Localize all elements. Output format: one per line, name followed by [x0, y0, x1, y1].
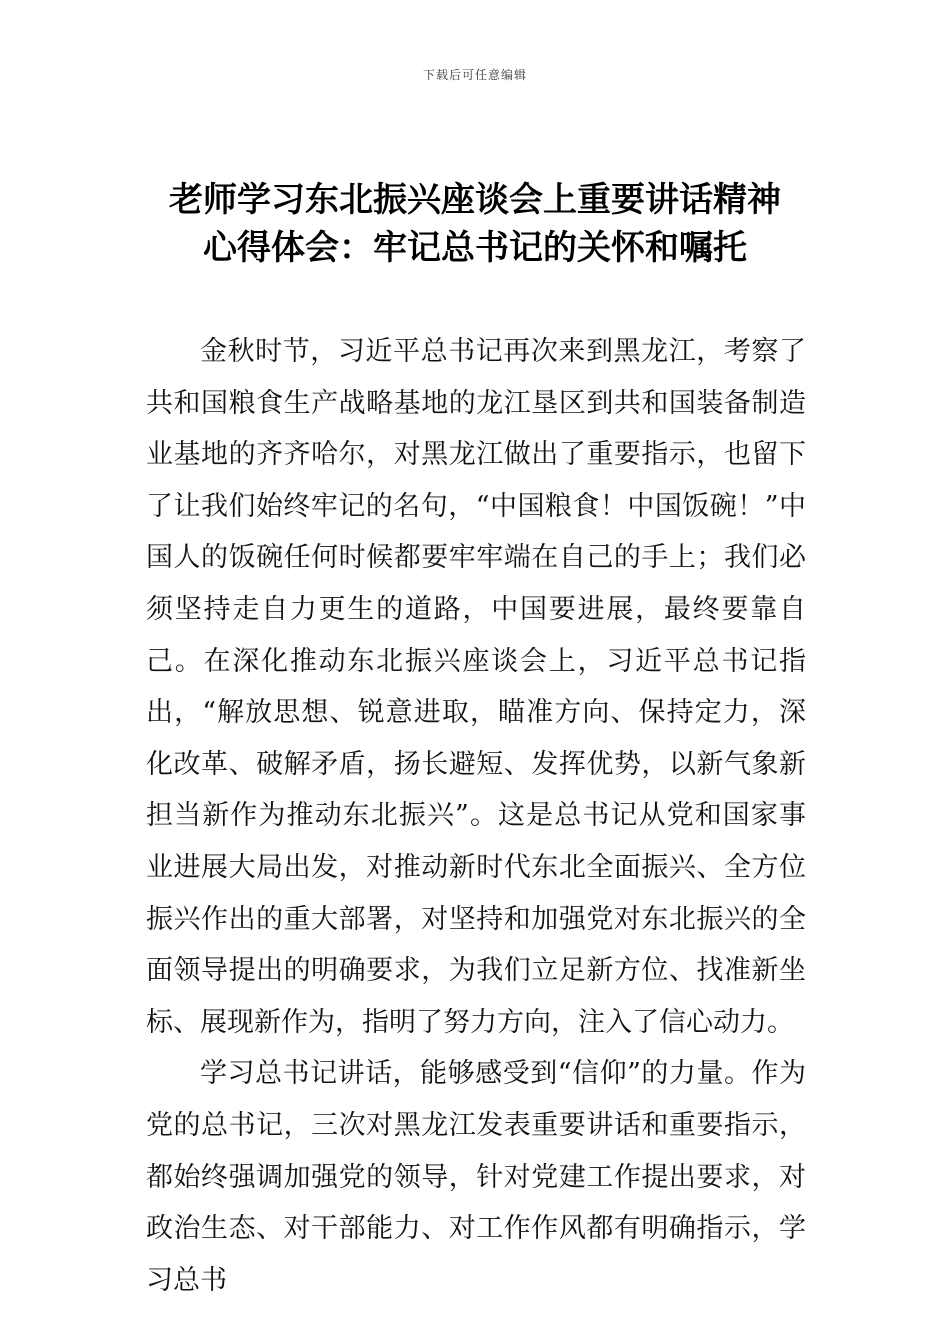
- document-body: [146, 326, 806, 1306]
- document-title: [140, 176, 810, 272]
- title-line-1: 老师学习东北振兴座谈会上重要讲话精神: [169, 180, 781, 220]
- header-note: 下载后可任意编辑: [422, 68, 527, 82]
- title-line-2: 心得体会：牢记总书记的关怀和嘱托: [203, 228, 747, 268]
- paragraph-1: 金秋时节，习近平总书记再次来到黑龙江，考察了共和国粮食生产战略基地的龙江垦区到共和国装备制造业基地的齐齐哈尔，对黑龙江做出了重要指示，也留下了让我们始终牢记的名句，“中国粮食！中国饭碗！”中国人的饭碗任何时候都要牢牢端在自己的手上；我们必须坚持走自力更生的道路，中国要进展，最终要靠自己。在深化推动东北振兴座谈会上，习近平总书记指出，“解放思想、锐意进取，瞄准方向、保持定力，深化改革、破解矛盾，扬长避短、发挥优势，以新气象新担当新作为推动东北振兴”。这是总书记从党和国家事业进展大局出发，对推动新时代东北全面振兴、全方位振兴作出的重大部署，对坚持和加强党对东北振兴的全面领导提出的明确要求，为我们立足新方位、找准新坐标、展现新作为，指明了努力方向，注入了信心动力。: [146, 336, 806, 1038]
- paragraph-2: 学习总书记讲话，能够感受到“信仰”的力量。作为党的总书记，三次对黑龙江发表重要讲话和重要指示，都始终强调加强党的领导，针对党建工作提出要求，对政治生态、对干部能力、对工作作风都有明确指示，学习总书: [146, 1058, 806, 1296]
